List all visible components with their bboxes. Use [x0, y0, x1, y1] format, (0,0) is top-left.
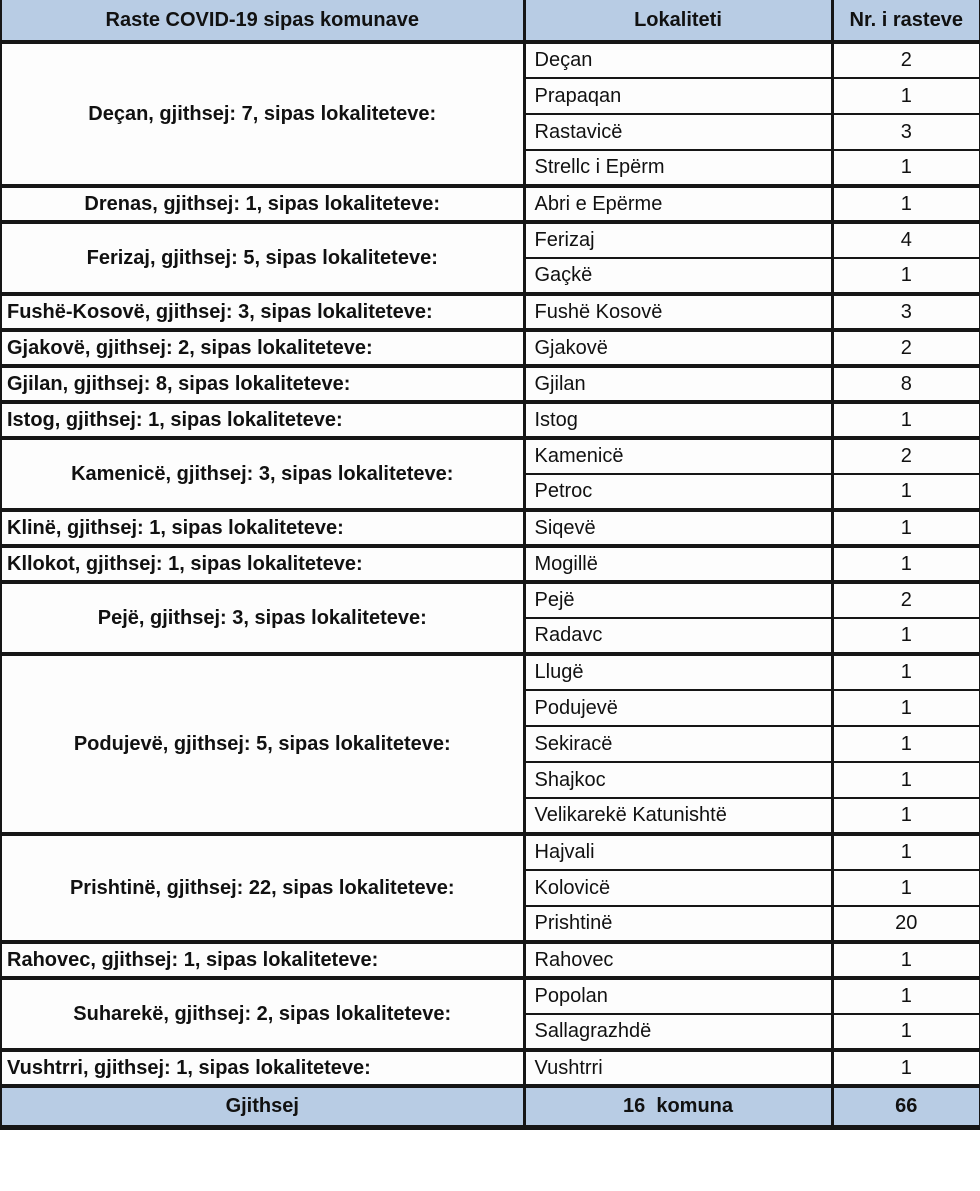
municipality-cell: Prishtinë, gjithsej: 22, sipas lokaliteteve: — [1, 834, 524, 942]
cases-cell: 1 — [832, 258, 980, 294]
cases-cell: 1 — [832, 78, 980, 114]
municipality-cell: Pejë, gjithsej: 3, sipas lokaliteteve: — [1, 582, 524, 654]
column-header-municipalities: Raste COVID-19 sipas komunave — [1, 0, 524, 42]
municipality-cell: Gjakovë, gjithsej: 2, sipas lokaliteteve: — [1, 330, 524, 366]
cases-cell: 3 — [832, 114, 980, 150]
municipality-cell: Ferizaj, gjithsej: 5, sipas lokaliteteve: — [1, 222, 524, 294]
table-row — [1, 1050, 980, 1086]
table-row — [1, 366, 980, 402]
locality-cell: Popolan — [524, 978, 832, 1014]
cases-cell: 1 — [832, 186, 980, 222]
locality-cell: Velikarekë Katunishtë — [524, 798, 832, 834]
cases-cell: 1 — [832, 942, 980, 978]
locality-cell: Prishtinë — [524, 906, 832, 942]
cases-cell: 2 — [832, 438, 980, 474]
header-row — [1, 0, 980, 42]
total-municipalities: 16 komuna — [524, 1086, 832, 1127]
locality-cell: Hajvali — [524, 834, 832, 870]
locality-cell: Strellc i Epërm — [524, 150, 832, 186]
locality-cell: Prapaqan — [524, 78, 832, 114]
total-row — [1, 1086, 980, 1127]
cases-cell: 1 — [832, 654, 980, 690]
table-row — [1, 294, 980, 330]
cases-cell: 1 — [832, 1014, 980, 1050]
cases-cell: 20 — [832, 906, 980, 942]
table-row — [1, 942, 980, 978]
cases-cell: 1 — [832, 870, 980, 906]
municipality-cell: Gjilan, gjithsej: 8, sipas lokaliteteve: — [1, 366, 524, 402]
locality-cell: Rastavicë — [524, 114, 832, 150]
table-row — [1, 510, 980, 546]
cases-cell: 2 — [832, 582, 980, 618]
locality-cell: Sallagrazhdë — [524, 1014, 832, 1050]
locality-cell: Abri e Epërme — [524, 186, 832, 222]
table-row — [1, 222, 980, 258]
cases-cell: 1 — [832, 762, 980, 798]
column-header-cases: Nr. i rasteve — [832, 0, 980, 42]
locality-cell: Sekiracë — [524, 726, 832, 762]
locality-cell: Rahovec — [524, 942, 832, 978]
table-row — [1, 834, 980, 870]
cases-cell: 1 — [832, 546, 980, 582]
municipality-cell: Kamenicë, gjithsej: 3, sipas lokaliteteve: — [1, 438, 524, 510]
locality-cell: Petroc — [524, 474, 832, 510]
municipality-cell: Istog, gjithsej: 1, sipas lokaliteteve: — [1, 402, 524, 438]
locality-cell: Podujevë — [524, 690, 832, 726]
locality-cell: Fushë Kosovë — [524, 294, 832, 330]
municipality-cell: Kllokot, gjithsej: 1, sipas lokaliteteve: — [1, 546, 524, 582]
cases-cell: 1 — [832, 834, 980, 870]
cases-cell: 1 — [832, 978, 980, 1014]
locality-cell: Istog — [524, 402, 832, 438]
cases-cell: 2 — [832, 42, 980, 78]
locality-cell: Siqevë — [524, 510, 832, 546]
table-body — [1, 42, 980, 1086]
cases-cell: 3 — [832, 294, 980, 330]
table-row — [1, 546, 980, 582]
cases-cell: 1 — [832, 690, 980, 726]
locality-cell: Gjilan — [524, 366, 832, 402]
cases-cell: 1 — [832, 726, 980, 762]
cases-cell: 1 — [832, 510, 980, 546]
table-row — [1, 42, 980, 78]
locality-cell: Deçan — [524, 42, 832, 78]
table-row — [1, 582, 980, 618]
municipality-cell: Drenas, gjithsej: 1, sipas lokaliteteve: — [1, 186, 524, 222]
municipality-cell: Fushë-Kosovë, gjithsej: 3, sipas lokaliteteve: — [1, 294, 524, 330]
cases-cell: 1 — [832, 150, 980, 186]
locality-cell: Vushtrri — [524, 1050, 832, 1086]
total-cases: 66 — [832, 1086, 980, 1127]
locality-cell: Pejë — [524, 582, 832, 618]
cases-cell: 1 — [832, 618, 980, 654]
locality-cell: Ferizaj — [524, 222, 832, 258]
total-label: Gjithsej — [1, 1086, 524, 1127]
locality-cell: Gjakovë — [524, 330, 832, 366]
locality-cell: Kamenicë — [524, 438, 832, 474]
municipality-cell: Klinë, gjithsej: 1, sipas lokaliteteve: — [1, 510, 524, 546]
cases-cell: 1 — [832, 402, 980, 438]
table-row — [1, 438, 980, 474]
cases-cell: 1 — [832, 474, 980, 510]
column-header-locality: Lokaliteti — [524, 0, 832, 42]
municipality-cell: Deçan, gjithsej: 7, sipas lokaliteteve: — [1, 42, 524, 186]
municipality-cell: Vushtrri, gjithsej: 1, sipas lokaliteteve: — [1, 1050, 524, 1086]
cases-cell: 2 — [832, 330, 980, 366]
table-row — [1, 978, 980, 1014]
table-row — [1, 654, 980, 690]
locality-cell: Mogillë — [524, 546, 832, 582]
table-row — [1, 402, 980, 438]
locality-cell: Kolovicë — [524, 870, 832, 906]
municipality-cell: Suharekë, gjithsej: 2, sipas lokaliteteve: — [1, 978, 524, 1050]
locality-cell: Radavc — [524, 618, 832, 654]
cases-cell: 8 — [832, 366, 980, 402]
table-row — [1, 186, 980, 222]
municipality-cell: Rahovec, gjithsej: 1, sipas lokaliteteve: — [1, 942, 524, 978]
cases-cell: 4 — [832, 222, 980, 258]
locality-cell: Llugë — [524, 654, 832, 690]
cases-cell: 1 — [832, 798, 980, 834]
table-row — [1, 330, 980, 366]
locality-cell: Gaçkë — [524, 258, 832, 294]
municipality-cell: Podujevë, gjithsej: 5, sipas lokaliteteve: — [1, 654, 524, 834]
locality-cell: Shajkoc — [524, 762, 832, 798]
cases-cell: 1 — [832, 1050, 980, 1086]
